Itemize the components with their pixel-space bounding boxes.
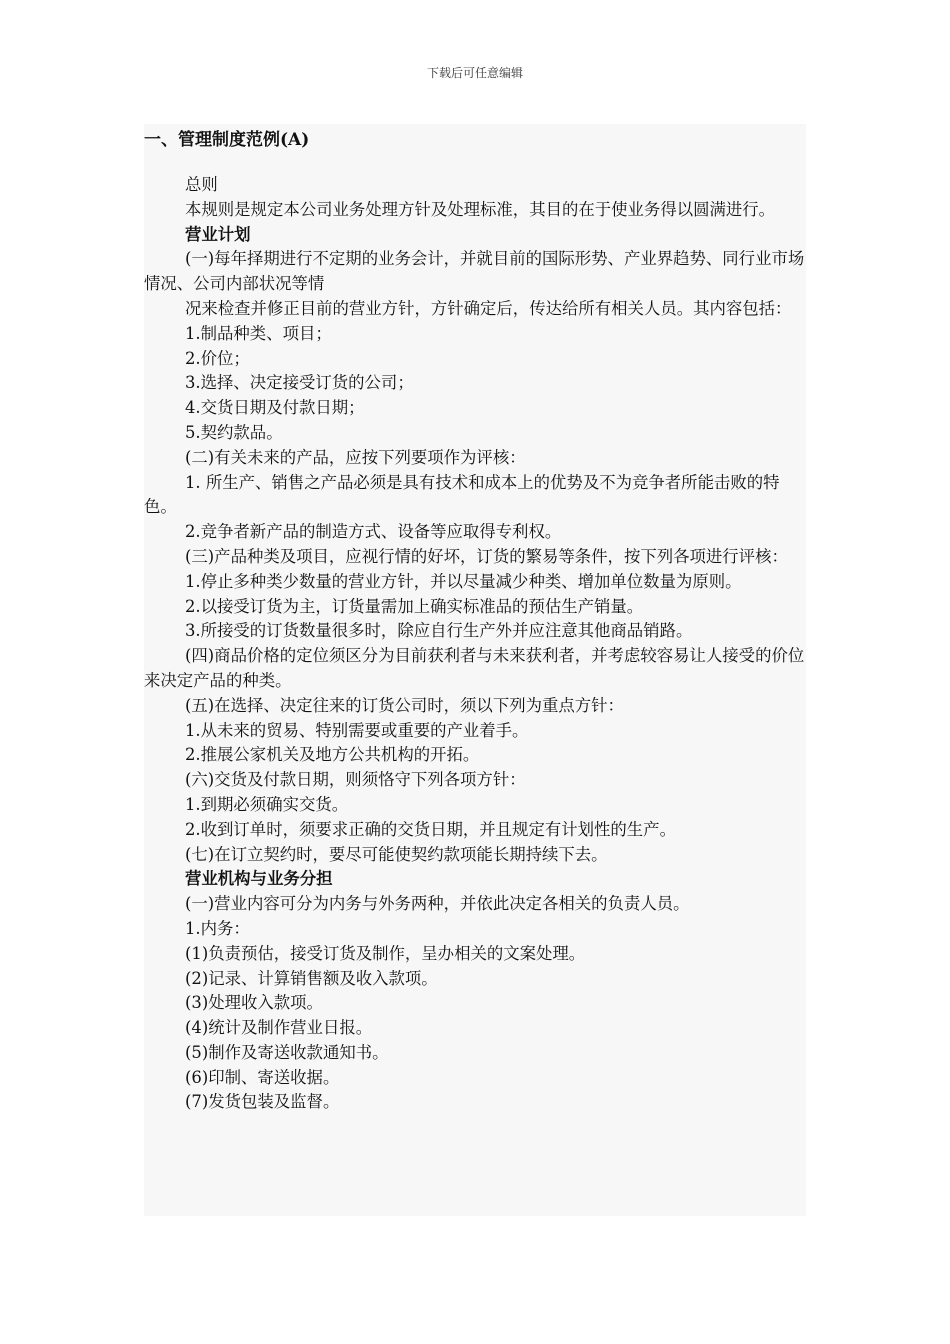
paragraph-list: [144, 173, 806, 1115]
paragraph: 3.选择、决定接受订货的公司；: [185, 373, 414, 393]
section-heading: 营业计划: [185, 224, 251, 244]
paragraph: (五)在选择、决定往来的订货公司时，须以下列为重点方针：: [185, 695, 624, 715]
paragraph: (七)在订立契约时，要尽可能使契约款项能长期持续下去。: [185, 844, 608, 864]
paragraph: (一)每年择期进行不定期的业务会计，并就目前的国际形势、产业界趋势、同行业市场情况、公司内部状况等情: [144, 249, 805, 294]
paragraph: (四)商品价格的定位须区分为目前获利者与未来获利者，并考虑较容易让人接受的价位来决定产品的种类。: [144, 646, 805, 690]
document-title: 一、管理制度范例(A): [144, 130, 310, 150]
paragraph: 1. 所生产、销售之产品必须是具有技术和成本上的优势及不为竞争者所能击败的特色。: [144, 472, 780, 517]
paragraph: 1.从未来的贸易、特别需要或重要的产业着手。: [185, 720, 529, 740]
paragraph: (六)交货及付款日期，则须恪守下列各项方针：: [185, 770, 526, 790]
paragraph: (7)发货包装及监督。: [185, 1092, 340, 1112]
paragraph: 2.竞争者新产品的制造方式、设备等应取得专利权。: [185, 522, 562, 542]
paragraph: 2.以接受订货为主，订货量需加上确实标准品的预估生产销量。: [185, 596, 644, 616]
paragraph: (5)制作及寄送收款通知书。: [185, 1042, 389, 1062]
paragraph: 2.价位；: [185, 348, 250, 368]
paragraph: 1.内务：: [185, 918, 250, 938]
section-heading: 营业机构与业务分担: [185, 869, 333, 889]
document-body: [144, 124, 806, 1216]
paragraph: (1)负责预估，接受订货及制作，呈办相关的文案处理。: [185, 943, 586, 963]
paragraph: (一)营业内容可分为内务与外务两种，并依此决定各相关的负责人员。: [185, 894, 690, 914]
paragraph: 1.制品种类、项目；: [185, 323, 332, 343]
paragraph: (三)产品种类及项目，应视行情的好坏，订货的繁易等条件，按下列各项进行评核：: [185, 546, 788, 566]
paragraph: 1.到期必须确实交货。: [185, 794, 349, 814]
paragraph: (4)统计及制作营业日报。: [185, 1018, 373, 1038]
paragraph: (6)印制、寄送收据。: [185, 1067, 340, 1087]
paragraph: 3.所接受的订货数量很多时，除应自行生产外并应注意其他商品销路。: [185, 621, 693, 641]
paragraph: (二)有关未来的产品，应按下列要项作为评核：: [185, 447, 526, 467]
paragraph: (3)处理收入款项。: [185, 993, 323, 1013]
paragraph: 4.交货日期及付款日期；: [185, 398, 365, 418]
paragraph: (2)记录、计算销售额及收入款项。: [185, 968, 438, 988]
paragraph: 况来检查并修正目前的营业方针，方针确定后，传达给所有相关人员。其内容包括：: [185, 298, 792, 318]
paragraph: 总则: [185, 175, 218, 194]
page-header: 下载后可任意编辑: [426, 66, 523, 80]
paragraph: 本规则是规定本公司业务处理方针及处理标准，其目的在于使业务得以圆满进行。: [185, 199, 776, 219]
paragraph: 5.契约款品。: [185, 422, 283, 442]
paragraph: 2.推展公家机关及地方公共机构的开拓。: [185, 745, 480, 765]
paragraph: 2.收到订单时，须要求正确的交货日期，并且规定有计划性的生产。: [185, 819, 676, 839]
paragraph: 1.停止多种类少数量的营业方针，并以尽量减少种类、增加单位数量为原则。: [185, 571, 742, 591]
